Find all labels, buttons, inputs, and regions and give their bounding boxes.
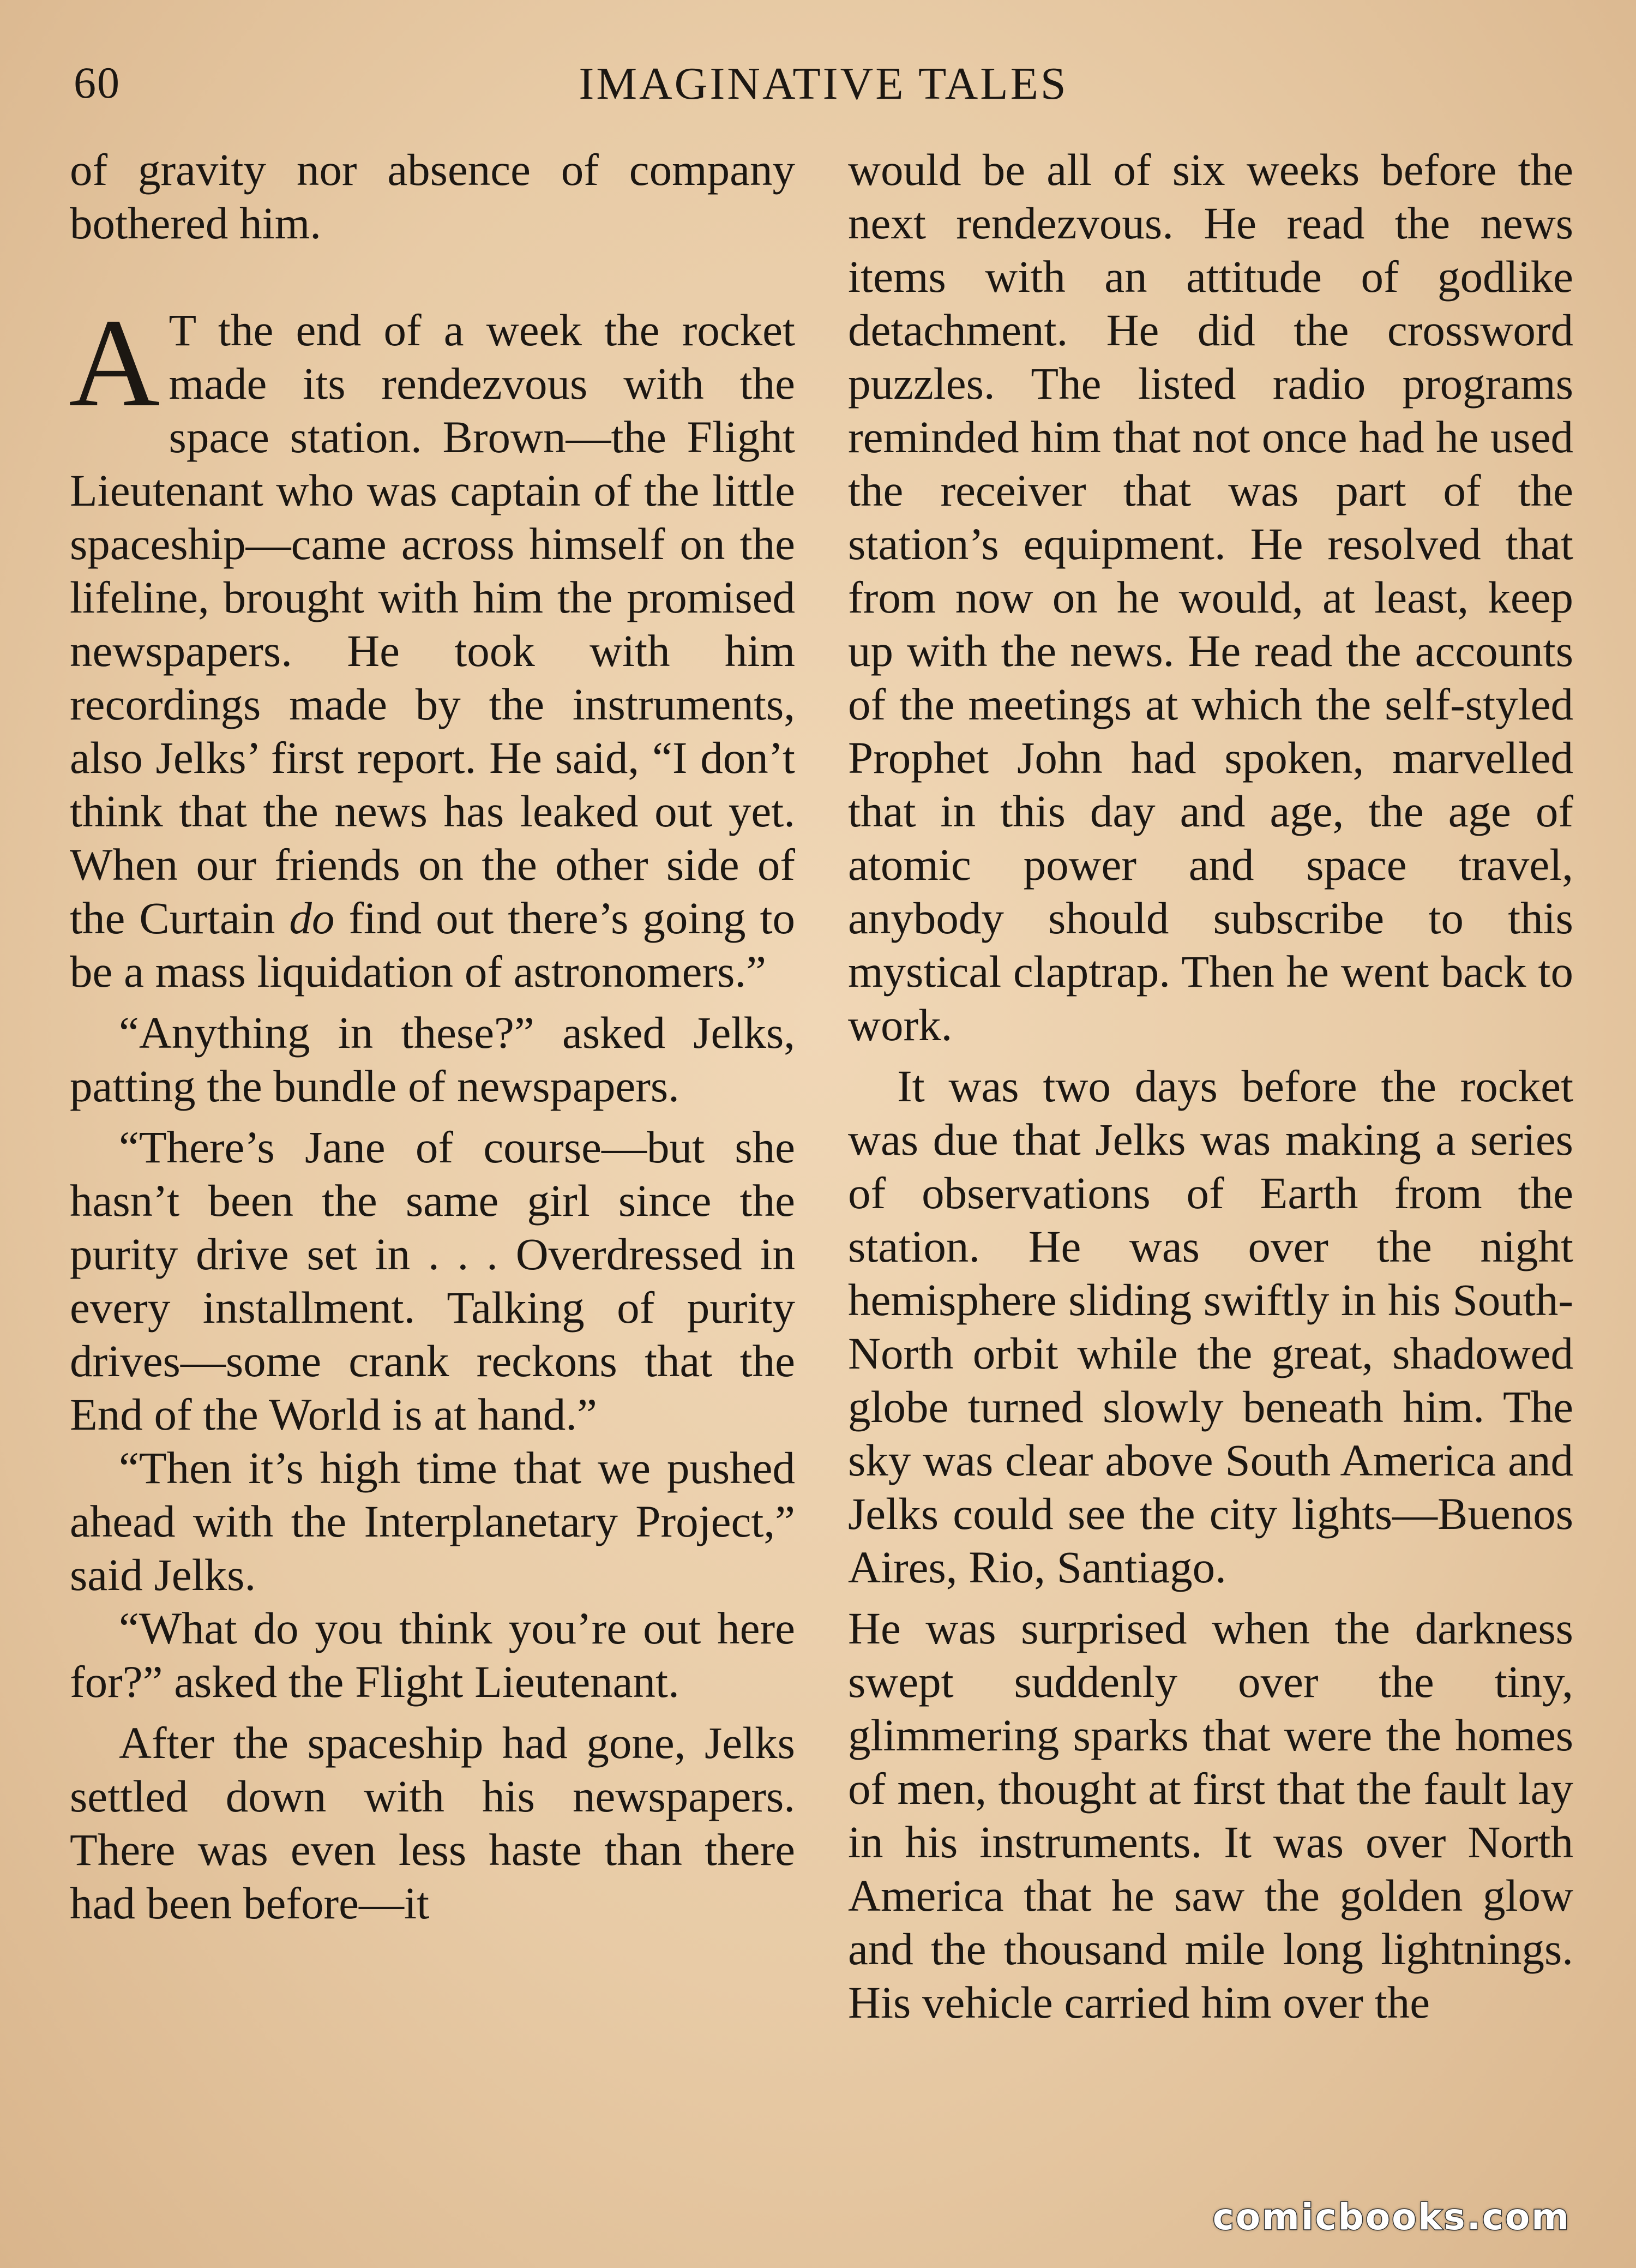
paragraph: “Then it’s high time that we pushed ahead with the Interplanetary Project,” said Jelks. (70, 1443, 795, 1600)
paragraph: “Anything in these?” asked Jelks, patting the bundle of newspapers. (70, 1007, 795, 1111)
left-column (70, 143, 795, 2205)
paragraph-dropcap (69, 293, 796, 998)
paragraph: would be all of six weeks before the next rendezvous. He read the news items with an attitude of godlike detachment. He did the crossword puzzles. The listed radio programs reminded him that not once had he used the receiver that was part of the station’s equipment. He resolved that from now on he would, at least, keep up with the news. He read the accounts of the meetings at which the self-styled Prophet John had spoken, marvelled that in this day and age, the age of atomic power and space travel, anybody should subscribe to this mystical claptrap. Then he went back to work. (848, 145, 1573, 1050)
drop-cap: A (69, 293, 160, 433)
emphasis-text: do (289, 893, 335, 943)
paragraph: It was two days before the rocket was due that Jelks was making a series of observations of Earth from the station. He was over the night hemisphere sliding swiftly in his South-North orbit while the great, shadowed globe turned slowly beneath him. The sky was clear above South America and Jelks could see the city lights—Buenos Aires, Rio, Santiago. (848, 1061, 1573, 1592)
page-header (68, 57, 1579, 117)
watermark: comicbooks.com (1212, 2196, 1571, 2238)
paragraph: of gravity nor absence of company bothered him. (70, 145, 795, 248)
running-title: IMAGINATIVE TALES (579, 58, 1068, 109)
paragraph: After the spaceship had gone, Jelks settled down with his newspapers. There was even less haste than there had been before—it (70, 1718, 795, 1928)
page-number: 60 (74, 58, 121, 107)
paragraph-text: find out there’s going to be a mass liquidation of astronomers.” (70, 893, 796, 997)
paragraph: He was surprised when the darkness swept suddenly over the tiny, glimmering sparks that were the homes of men, thought at first that the fault lay in his instruments. It was over North America that he saw the golden glow and the thousand mile long lightnings. His vehicle carried him over the (848, 1603, 1573, 2027)
paragraph: “What do you think you’re out here for?” asked the Flight Lieutenant. (70, 1603, 795, 1707)
paragraph-text: T the end of a week the rocket made its rendezvous with the space station. Brown—the Flight Lieutenant who was captain of the little spaceship—came across himself on the lifeline, brought with him the promised newspapers. He took with him recordings made by the instruments, also Jelks’ first report. He said, “I don’t think that the news has leaked out yet. When our friends on the other side of the Curtain (70, 305, 795, 943)
paragraph: “There’s Jane of course—but she hasn’t been the same girl since the purity drive set in . . . Overdressed in every installment. Talking of purity drives—some crank reckons that the End of the World is at hand.” (70, 1122, 795, 1439)
right-column (848, 143, 1573, 2205)
